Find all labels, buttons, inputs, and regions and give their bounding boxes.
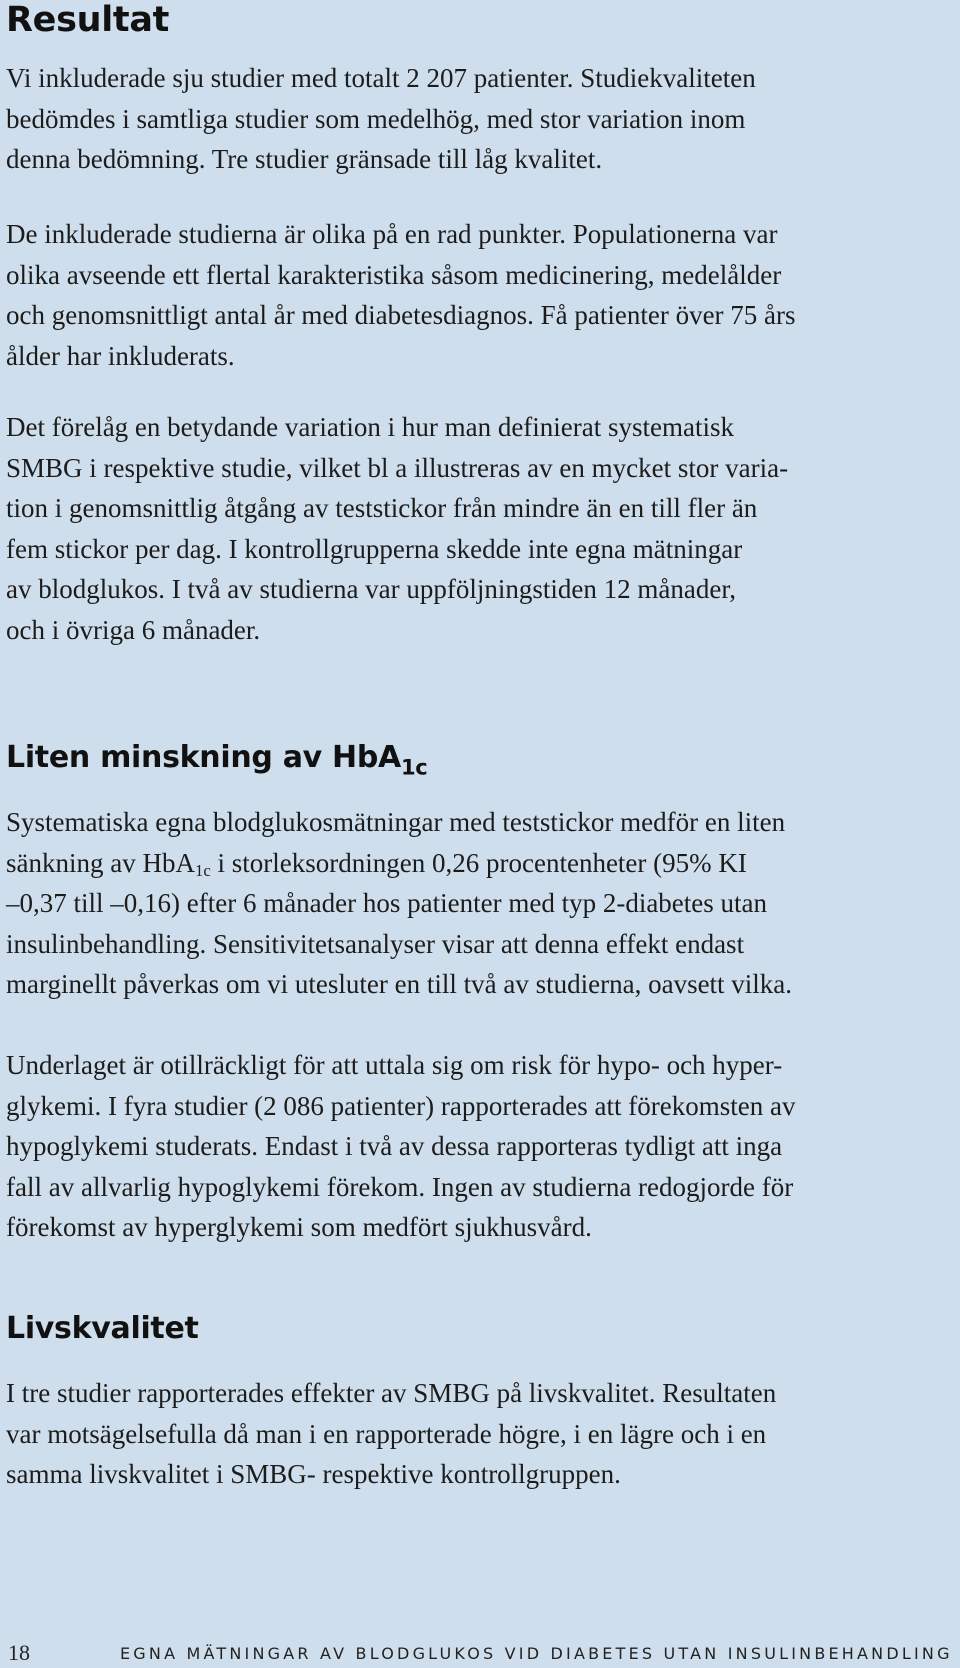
text-line: I tre studier rapporterades effekter av SMBG på livskvalitet. Resultaten: [6, 1378, 777, 1408]
heading-hba1c-text: Liten minskning av HbA: [6, 740, 401, 775]
text-line: och genomsnittligt antal år med diabetesdiagnos. Få patienter över 75 års: [6, 300, 796, 330]
heading-hba1c-subscript: 1c: [400, 755, 428, 780]
text-line: SMBG i respektive studie, vilket bl a illustreras av en mycket stor varia-: [6, 452, 789, 483]
text-line: De inkluderade studierna är olika på en rad punkter. Populationerna var: [6, 219, 778, 249]
text-segment: i storleksordningen 0,26 procentenheter (95% KI: [210, 847, 747, 878]
heading-livskvalitet: Livskvalitet: [6, 1311, 199, 1346]
text-line: insulinbehandling. Sensitivitetsanalyser visar att denna effekt endast: [6, 928, 745, 959]
text-line: Underlaget är otillräckligt för att uttala sig om risk för hypo- och hyper-: [6, 1050, 783, 1080]
text-line: ålder har inkluderats.: [6, 340, 235, 371]
text-line: Systematiska egna blodglukosmätningar med teststickor medför en liten: [6, 807, 786, 837]
heading-hba1c: [6, 740, 428, 780]
text-line: Vi inkluderade sju studier med totalt 2 207 patienter. Studiekvaliteten: [6, 63, 756, 93]
paragraph-smbg-variation: [6, 407, 946, 650]
text-line: bedömdes i samtliga studier som medelhög, med stor variation inom: [6, 103, 746, 134]
paragraph-study-overview: [6, 58, 946, 180]
heading-resultat: Resultat: [6, 0, 170, 40]
running-title: EGNA MÄTNINGAR AV BLODGLUKOS VID DIABETES UTAN INSULINBEHANDLING: [120, 1644, 953, 1663]
text-line: glykemi. I fyra studier (2 086 patienter) rapporterades att förekomsten av: [6, 1090, 796, 1121]
paragraph-populations: [6, 214, 946, 376]
text-line: Det förelåg en betydande variation i hur man definierat systematisk: [6, 412, 734, 442]
text-line: och i övriga 6 månader.: [6, 614, 261, 645]
hba1c-subscript: 1c: [194, 860, 211, 880]
text-line: fall av allvarlig hypoglykemi förekom. Ingen av studierna redogjorde för: [6, 1171, 794, 1202]
text-line: samma livskvalitet i SMBG- respektive kontrollgruppen.: [6, 1459, 621, 1489]
text-line: olika avseende ett flertal karakteristika såsom medicinering, medelålder: [6, 259, 782, 290]
text-segment: sänkning av HbA: [6, 847, 195, 878]
paragraph-quality-of-life: [6, 1373, 946, 1495]
page-footer: [0, 1640, 960, 1666]
text-line: fem stickor per dag. I kontrollgrupperna skedde inte egna mätningar: [6, 533, 743, 564]
text-line: tion i genomsnittlig åtgång av teststickor från mindre än en till fler än: [6, 493, 758, 523]
text-line: denna bedömning. Tre studier gränsade till låg kvalitet.: [6, 144, 603, 174]
text-line: [6, 843, 946, 884]
text-line: förekomst av hyperglykemi som medfört sjukhusvård.: [6, 1212, 592, 1242]
paragraph-hypoglycemia: [6, 1045, 946, 1248]
text-line: av blodglukos. I två av studierna var uppföljningstiden 12 månader,: [6, 574, 737, 604]
page-number: 18: [8, 1640, 30, 1665]
text-line: hypoglykemi studerats. Endast i två av dessa rapporteras tydligt att inga: [6, 1131, 783, 1161]
paragraph-hba1c-effect: [6, 802, 946, 1005]
text-line: –0,37 till –0,16) efter 6 månader hos patienter med typ 2-diabetes utan: [6, 888, 768, 918]
text-line: marginellt påverkas om vi utesluter en till två av studierna, oavsett vilka.: [6, 969, 793, 999]
text-line: var motsägelsefulla då man i en rapporterade högre, i en lägre och i en: [6, 1418, 767, 1449]
